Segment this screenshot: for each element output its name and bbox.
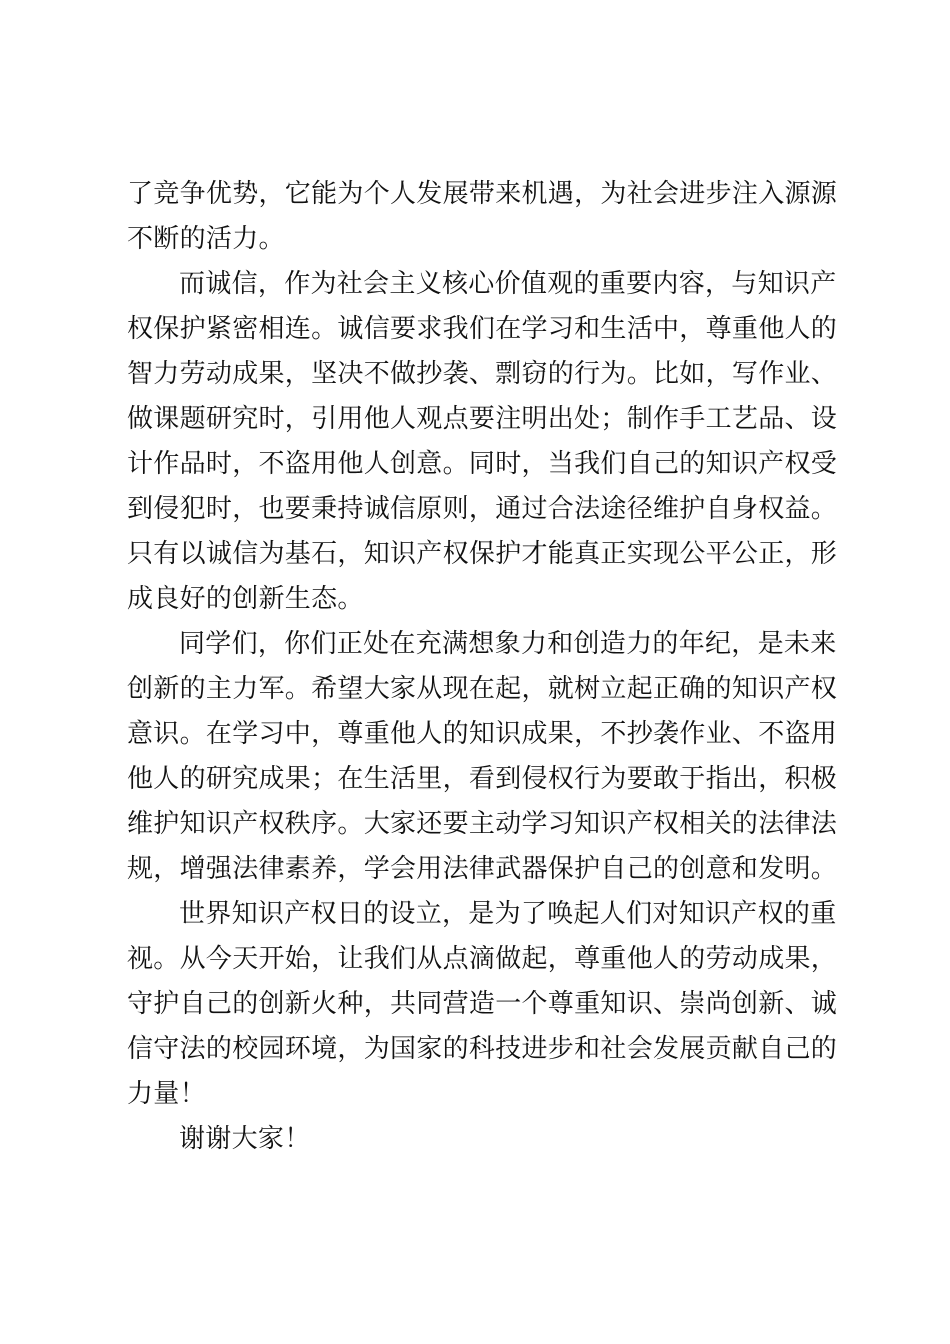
text-line: 只有以诚信为基石，知识产权保护才能真正实现公平公正，形: [127, 539, 838, 569]
text-line: 计作品时，不盗用他人创意。同时，当我们自己的知识产权受: [127, 449, 838, 479]
text-line: 意识。在学习中，尊重他人的知识成果，不抄袭作业、不盗用: [127, 719, 838, 749]
text-line: 做课题研究时，引用他人观点要注明出处；制作手工艺品、设: [127, 404, 838, 434]
text-line: 视。从今天开始，让我们从点滴做起，尊重他人的劳动成果，: [127, 944, 838, 974]
text-line: 同学们，你们正处在充满想象力和创造力的年纪，是未来: [179, 629, 837, 659]
text-line: 创新的主力军。希望大家从现在起，就树立起正确的知识产权: [127, 674, 838, 704]
text-line: 到侵犯时，也要秉持诚信原则，通过合法途径维护自身权益。: [127, 494, 838, 524]
text-line: 世界知识产权日的设立，是为了唤起人们对知识产权的重: [179, 899, 837, 929]
text-line: 而诚信，作为社会主义核心价值观的重要内容，与知识产: [179, 269, 837, 299]
text-line: 规，增强法律素养，学会用法律武器保护自己的创意和发明。: [127, 854, 838, 884]
text-line: 谢谢大家！: [179, 1124, 311, 1154]
text-line: 守护自己的创新火种，共同营造一个尊重知识、崇尚创新、诚: [127, 989, 838, 1019]
text-line: 了竞争优势，它能为个人发展带来机遇，为社会进步注入源源: [127, 179, 838, 209]
text-line: 他人的研究成果；在生活里，看到侵权行为要敢于指出，积极: [127, 764, 838, 794]
text-line: 力量！: [127, 1079, 206, 1109]
text-line: 智力劳动成果，坚决不做抄袭、剽窃的行为。比如，写作业、: [127, 359, 838, 389]
text-line: 信守法的校园环境，为国家的科技进步和社会发展贡献自己的: [127, 1034, 838, 1064]
text-line: 不断的活力。: [127, 224, 285, 254]
text-line: 维护知识产权秩序。大家还要主动学习知识产权相关的法律法: [127, 809, 838, 839]
text-line: 权保护紧密相连。诚信要求我们在学习和生活中，尊重他人的: [127, 314, 838, 344]
text-line: 成良好的创新生态。: [127, 584, 364, 614]
document-body: [127, 172, 838, 1162]
